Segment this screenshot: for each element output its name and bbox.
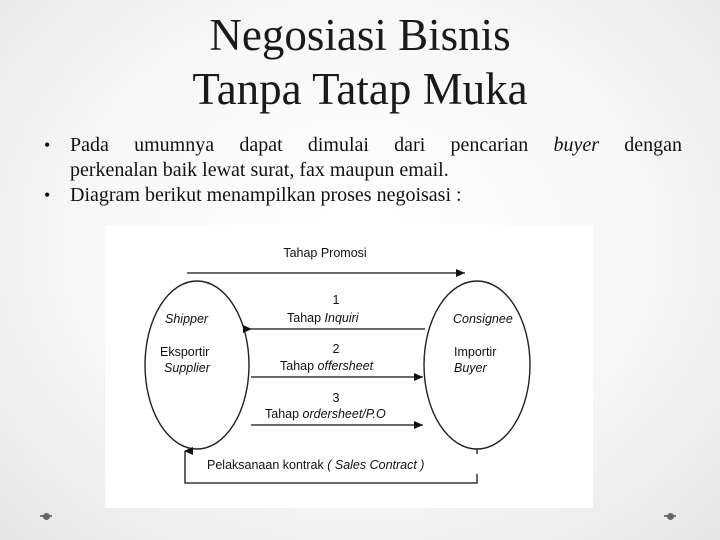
step-3-prefix: Tahap [265,407,303,421]
diagram-svg [105,225,593,508]
step-1-prefix: Tahap [287,311,325,325]
bottom-right-ornament [664,515,676,517]
bullet-item-1 [42,133,682,183]
bullet-2-text: Diagram berikut menampilkan proses negoisasi : [70,184,462,206]
step-2-name: offersheet [317,359,374,373]
consignee-line1: Importir [454,345,497,359]
bottom-left-ornament [40,515,52,517]
bullet-1-text-a: Pada umumnya dapat dimulai dari pencarian [70,134,554,156]
shipper-line2: Supplier [164,361,210,375]
title-line-2: Tanpa Tatap Muka [192,64,528,114]
step-3-number: 3 [332,391,340,405]
consignee-line2: Buyer [454,361,487,375]
consignee-title: Consignee [453,312,513,326]
step-2-prefix: Tahap [280,359,318,373]
top-label: Tahap Promosi [283,246,367,260]
contract-label [207,458,424,472]
step-2-number: 2 [332,342,340,356]
contract-prefix: Pelaksanaan kontrak [207,458,328,472]
bullet-1-text-b: dengan [599,134,682,156]
step-1-name: Inquiri [324,311,359,325]
title-line-1: Negosiasi Bisnis [209,10,511,60]
step-3-name: ordersheet/P.O [302,407,386,421]
step-1-number: 1 [332,293,340,307]
step-2-label [280,359,374,373]
contract-name: ( Sales Contract ) [327,458,425,472]
bullet-1-line-1 [70,133,682,158]
negotiation-diagram [105,225,593,508]
bullet-list [42,133,682,208]
shipper-title: Shipper [165,312,209,326]
bullet-1-emphasis: buyer [553,134,599,156]
bullet-1-line-2: perkenalan baik lewat surat, fax maupun email. [70,159,449,181]
slide-title [0,8,720,116]
bullet-item-2 [42,183,682,208]
step-3-label [265,407,386,421]
shipper-line1: Eksportir [160,345,210,359]
step-1-label [287,311,360,325]
